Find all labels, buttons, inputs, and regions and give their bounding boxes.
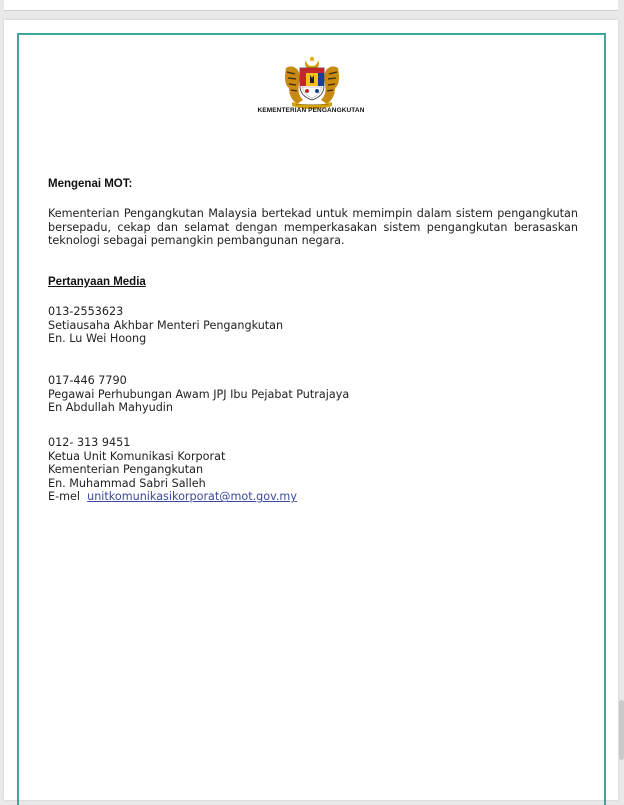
about-heading: Mengenai MOT: (48, 178, 133, 190)
scrollbar-thumb[interactable] (619, 700, 624, 760)
media-section (48, 276, 578, 290)
about-body: Kementerian Pengangkutan Malaysia bertekad untuk memimpin dalam sistem pengangkutan bersepadu, cekap dan selamat dengan memperkasakan sistem pengangkutan berasaskan teknologi sebagai pemangkin pembangunan negara. (48, 207, 578, 248)
contact-phone: 017-446 7790 (48, 374, 127, 387)
media-heading: Pertanyaan Media (48, 276, 146, 288)
contact-phone: 013-2553623 (48, 305, 124, 318)
contact-phone: 012- 313 9451 (48, 436, 131, 449)
contact-name: En. Lu Wei Hoong (48, 332, 147, 346)
email-link[interactable]: unitkomunikasikorporat@mot.gov.my (87, 490, 297, 504)
previous-page-edge (4, 0, 618, 11)
contact-department: Kementerian Pengangkutan (48, 463, 204, 477)
contact-position: Pegawai Perhubungan Awam JPJ Ibu Pejabat Putrajaya (48, 387, 350, 401)
contact-position: Ketua Unit Komunikasi Korporat (48, 449, 226, 463)
email-label: E-mel (48, 490, 80, 504)
page-border (17, 33, 606, 805)
contact-card-1 (48, 305, 578, 346)
contact-card-2 (48, 374, 578, 415)
contact-name: En. Muhammad Sabri Salleh (48, 476, 206, 490)
contact-card-3 (48, 436, 578, 504)
ministry-name: KEMENTERIAN PENGANGKUTAN (257, 107, 365, 114)
contact-email-row (48, 490, 578, 504)
about-section (48, 178, 578, 192)
contact-position: Setiausaha Akhbar Menteri Pengangkutan (48, 318, 284, 332)
document-page (4, 20, 618, 800)
malaysia-coat-of-arms-icon (276, 54, 348, 112)
contact-name: En Abdullah Mahyudin (48, 401, 173, 415)
